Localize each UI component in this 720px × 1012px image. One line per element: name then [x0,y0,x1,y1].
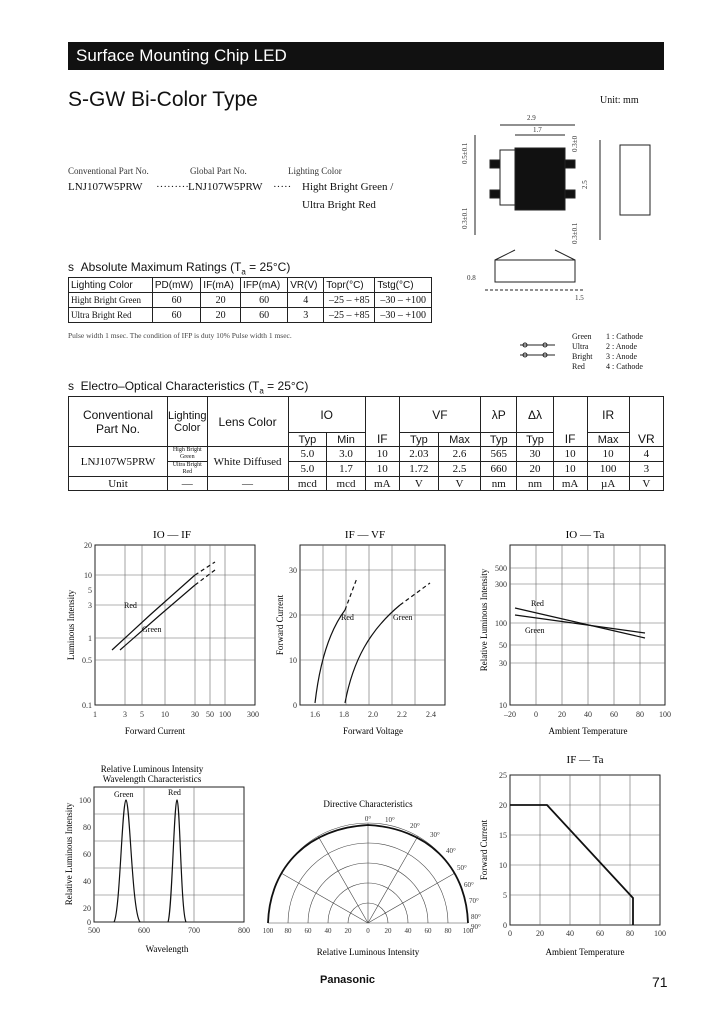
eo-r1c9: 3 [629,462,663,477]
chart-if-vf [275,520,455,745]
eo-bullet: s [68,379,74,393]
c6-frame [510,775,660,925]
c1-yt0: 20 [84,541,92,550]
eo-sub1: Min [327,433,366,447]
c1-yt2: 5 [88,586,92,595]
c4-yt0: 100 [79,796,91,805]
eo-h-conv [69,397,168,447]
abs-r0c6: –30 – +100 [375,293,432,308]
c4-yt5: 0 [87,918,91,927]
dim-4: 2.5 [581,180,589,189]
eo-sub5: Typ [517,433,553,447]
dim-3: 0.3±0 [571,135,579,152]
eo-r0c4: 2.6 [438,447,480,462]
c5-xt4: 20 [344,927,352,935]
c6-xt3: 60 [596,929,604,938]
abs-title-text: Absolute Maximum Ratings (T [80,260,242,274]
eo-table [68,396,664,491]
c3-xt6: 100 [659,710,671,719]
c4-title1: Relative Luminous Intensity [100,764,204,774]
c5-ang3: 30° [430,831,440,839]
c1-xt5: 50 [206,710,214,719]
color-line1: Hight Bright Green / [302,181,394,193]
c1-yt1: 10 [84,571,92,580]
eo-r1c3: 1.72 [399,462,438,477]
eo-h-light2: Color [174,421,201,434]
abs-r0c0: Hight Bright Green [69,293,153,308]
dots1: ········· [156,181,189,193]
chart-io-if [60,520,270,745]
abs-r0c1: 60 [152,293,200,308]
eo-r0c0: 5.0 [288,447,327,462]
eo-h-ir: IR [587,397,629,433]
abs-r1c4: 3 [288,308,324,323]
conv-part-label: Conventional Part No. [68,166,149,176]
abs-r1c2: 20 [201,308,241,323]
c5-xt0: 100 [262,927,274,935]
eo-u1: mcd [327,477,366,491]
c3-label-green: Green [525,626,545,635]
c2-xt2: 2.0 [368,710,378,719]
eo-h-io: IO [288,397,365,433]
pin-legend [572,332,643,372]
c1-xt2: 5 [140,710,144,719]
eo-r1c0: 5.0 [288,462,327,477]
c3-xt0: –20 [504,710,516,719]
pin-legend-color: Red [572,362,585,371]
c3-xt5: 80 [636,710,644,719]
c3-xlabel: Ambient Temperature [548,726,628,736]
eo-h-light [168,397,208,447]
eo-r0c6: 30 [517,447,553,462]
c6-ylabel: Forward Current [479,819,489,881]
c2-frame [300,545,445,705]
c6-xt1: 20 [536,929,544,938]
abs-title-sub: a [241,267,246,277]
pin-legend-pin: 1 : Cathode [606,332,643,341]
unit-label: Unit: mm [600,95,639,106]
c2-xlabel: Forward Voltage [343,726,403,736]
eo-h-conv1: Conventional [82,407,154,422]
dots2: ····· [273,181,292,193]
eo-r0c2: 10 [365,447,399,462]
c1-yt3: 3 [88,601,92,610]
c4-xlabel: Wavelength [145,944,189,954]
c4-xt3: 800 [238,926,250,935]
c5-xt6: 20 [384,927,392,935]
abs-bullet: s [68,260,74,274]
eo-title-tail: = 25°C) [263,379,309,393]
c1-grid [95,545,255,705]
c1-series-red-dash [195,562,215,575]
global-part-label: Global Part No. [190,166,247,176]
eo-h-light1: Lighting [168,409,207,422]
c6-xt5: 100 [654,929,666,938]
eo-sub0: Typ [288,433,327,447]
abs-note: Pulse width 1 msec. The condition of IFP is duty 10% Pulse width 1 msec. [68,331,292,340]
eo-u7: mA [553,477,587,491]
c5-xt8: 60 [424,927,432,935]
c2-xt0: 1.6 [310,710,320,719]
abs-max-title [68,260,290,276]
c2-xt1: 1.8 [339,710,349,719]
footer-brand: Panasonic [320,974,376,986]
eo-h-lp: λP [481,397,517,433]
header-bar [68,42,664,70]
c1-series-green [120,585,195,650]
eo-r1c5: 660 [481,462,517,477]
c3-yt5: 10 [499,701,507,710]
abs-title-tail: = 25°C) [245,260,291,274]
eo-title [68,379,308,395]
c5-xlabel: Relative Luminous Intensity [316,947,420,957]
c5-xt2: 60 [304,927,312,935]
eo-h-conv2: Part No. [95,421,140,436]
abs-r1c0: Ultra Bright Red [69,308,153,323]
eo-unit-label: Unit [69,477,168,491]
c1-title: IO — IF [153,529,191,541]
c2-xt4: 2.4 [426,710,436,719]
c2-label-green: Green [393,613,413,622]
eo-lens: White Diffused [207,447,288,477]
c2-series-red-dash [345,578,357,610]
eo-h-vr: VR [629,397,663,447]
dim-6: 0.3±0.1 [571,222,579,244]
c2-label-red: Red [341,613,354,622]
eo-u6: nm [517,477,553,491]
c3-yt1: 300 [495,580,507,589]
c5-ang4: 40° [446,847,456,855]
c1-ylabel: Luminous Intensity [66,589,76,661]
eo-u2: mA [365,477,399,491]
abs-r1c6: –30 – +100 [375,308,432,323]
pin-legend-row [572,352,643,362]
c5-ang8: 80° [471,913,481,921]
c5-xt7: 40 [404,927,412,935]
c4-yt3: 40 [83,877,91,886]
eo-color-green: High Bright Green [168,447,208,462]
c1-yt4: 1 [88,634,92,643]
c4-title2: Wavelength Characteristics [102,774,202,784]
lighting-color-label: Lighting Color [288,166,342,176]
abs-r1c1: 60 [152,308,200,323]
eo-unit-dash2: — [207,477,288,491]
page-number: 71 [652,974,668,990]
abs-h0: Lighting Color [69,278,153,293]
c2-xt3: 2.2 [397,710,407,719]
abs-r0c3: 60 [241,293,288,308]
c1-xt4: 30 [191,710,199,719]
dim-2: 0.5±0.1 [461,142,469,164]
c2-yt1: 20 [289,611,297,620]
abs-r0c2: 20 [201,293,241,308]
c5-ang1: 10° [385,816,395,824]
abs-r1c3: 60 [241,308,288,323]
c3-yt2: 100 [495,619,507,628]
c2-yt3: 0 [293,701,297,710]
eo-u0: mcd [288,477,327,491]
header-title: Surface Mounting Chip LED [76,46,287,65]
c5-xt10: 100 [462,927,474,935]
abs-r0c4: 4 [288,293,324,308]
c3-xt1: 0 [534,710,538,719]
c5-ang6: 60° [464,881,474,889]
c2-ylabel: Forward Current [275,594,285,656]
eo-h-lens: Lens Color [207,397,288,447]
c3-xt3: 40 [584,710,592,719]
c1-label-red: Red [124,601,137,610]
pin-legend-row [572,342,643,352]
eo-part: LNJ107W5PRW [69,447,168,477]
c4-ylabel: Relative Luminous Intensity [64,802,74,906]
eo-sub6: Max [587,433,629,447]
eo-r0c7: 10 [553,447,587,462]
bottom-view [495,260,575,282]
pin-legend-color: Green [572,332,592,341]
c6-yt4: 5 [503,891,507,900]
eo-h-if2: IF [553,397,587,447]
eo-unit-dash1: — [168,477,208,491]
eo-title-sub: a [259,386,264,396]
c1-xt6: 100 [219,710,231,719]
c4-xt2: 700 [188,926,200,935]
c5-title: Directive Characteristics [323,799,413,809]
pin-legend-row [572,362,643,372]
c1-xt7: 300 [247,710,259,719]
c1-yt6: 0.1 [82,701,92,710]
c1-xlabel: Forward Current [124,726,186,736]
c6-yt0: 25 [499,771,507,780]
dim-0: 2.9 [527,114,536,122]
chart-wavelength [62,762,257,962]
product-title: S-GW Bi-Color Type [68,88,258,111]
eo-u5: nm [481,477,517,491]
c6-xt4: 80 [626,929,634,938]
c1-xt3: 10 [161,710,169,719]
abs-h4: VR(V) [288,278,324,293]
eo-h-vf: VF [399,397,480,433]
dim-8: 1.5 [575,294,584,302]
c5-ang5: 50° [457,864,467,872]
c4-label-green: Green [114,790,134,799]
dim-1: 1.7 [533,126,542,134]
c3-xt4: 60 [610,710,618,719]
eo-r1c2: 10 [365,462,399,477]
pin-legend-pin: 3 : Anode [606,352,638,361]
dim-7: 0.8 [467,274,476,282]
c4-yt1: 80 [83,823,91,832]
c6-yt1: 20 [499,801,507,810]
package-lens [515,148,565,210]
c2-yt2: 10 [289,656,297,665]
abs-h2: IF(mA) [201,278,241,293]
c2-yt0: 30 [289,566,297,575]
c3-xt2: 20 [558,710,566,719]
eo-h-dl: Δλ [517,397,553,433]
color-line2: Ultra Bright Red [302,199,376,211]
c6-xt0: 0 [508,929,512,938]
eo-r1c7: 10 [553,462,587,477]
pin-legend-color: Ultra [572,342,589,351]
c3-title: IO — Ta [565,529,605,541]
c1-yt5: 0.5 [82,656,92,665]
c3-yt0: 500 [495,564,507,573]
c4-yt4: 20 [83,904,91,913]
abs-h6: Tstg(°C) [375,278,432,293]
c4-yt2: 60 [83,850,91,859]
c1-series-green-dash [195,570,215,585]
abs-h3: IFP(mA) [241,278,288,293]
c3-yt4: 30 [499,659,507,668]
c4-series-green [114,800,140,922]
c6-title: IF — Ta [566,754,604,766]
c4-xt0: 500 [88,926,100,935]
eo-r1c4: 2.5 [438,462,480,477]
pin-legend-pin: 2 : Anode [606,342,638,351]
eo-color-red: Ultra Bright Red [168,462,208,477]
abs-h5: Topr(°C) [324,278,375,293]
chart-if-ta [475,745,675,960]
c5-xt9: 80 [444,927,452,935]
eo-u4: V [438,477,480,491]
c3-ylabel: Relative Luminous Intensity [479,568,489,672]
eo-r1c1: 1.7 [327,462,366,477]
eo-r0c5: 565 [481,447,517,462]
c5-ang7: 70° [469,897,479,905]
eo-sub3: Max [438,433,480,447]
chart-io-ta [475,520,675,745]
conv-part-value: LNJ107W5PRW [68,181,143,193]
c4-xt1: 600 [138,926,150,935]
abs-r1c5: –25 – +85 [324,308,375,323]
c4-series-red [168,800,186,922]
abs-h1: PD(mW) [152,278,200,293]
eo-sub4: Typ [481,433,517,447]
pin-legend-row [572,332,643,342]
c4-frame [94,787,244,922]
c1-xt0: 1 [93,710,97,719]
eo-r1c6: 20 [517,462,553,477]
c6-xlabel: Ambient Temperature [545,947,625,957]
chart-directive [250,795,485,965]
c3-yt3: 50 [499,641,507,650]
c2-series-red [315,610,345,703]
c5-xt1: 80 [284,927,292,935]
eo-r0c3: 2.03 [399,447,438,462]
global-part-value: LNJ107W5PRW [188,181,263,193]
c1-frame [95,545,255,705]
eo-u9: V [629,477,663,491]
pin-legend-pin: 4 : Cathode [606,362,643,371]
c5-ang0: 0° [364,815,372,823]
c6-yt2: 15 [499,831,507,840]
eo-r1c8: 100 [587,462,629,477]
c5-ang9: 90° [471,923,481,931]
abs-max-table [68,277,432,323]
eo-u3: V [399,477,438,491]
pin-legend-color: Bright [572,352,593,361]
c5-xt3: 40 [324,927,332,935]
c5-xt5: 0 [366,927,370,935]
side-view [620,145,650,215]
eo-r0c8: 10 [587,447,629,462]
c6-xt2: 40 [566,929,574,938]
c4-label-red: Red [168,788,181,797]
eo-h-if: IF [365,397,399,447]
c6-yt5: 0 [503,921,507,930]
eo-sub2: Typ [399,433,438,447]
dim-5: 0.3±0.1 [461,207,469,229]
c5-ang2: 20° [410,822,420,830]
eo-r0c9: 4 [629,447,663,462]
c2-title: IF — VF [344,529,386,541]
c1-label-green: Green [142,625,162,634]
c3-label-red: Red [531,599,544,608]
eo-r0c1: 3.0 [327,447,366,462]
c1-xt1: 3 [123,710,127,719]
abs-r0c5: –25 – +85 [324,293,375,308]
c6-yt3: 10 [499,861,507,870]
eo-title-text: Electro–Optical Characteristics (T [80,379,260,393]
eo-u8: µA [587,477,629,491]
c1-series-red [112,575,195,650]
